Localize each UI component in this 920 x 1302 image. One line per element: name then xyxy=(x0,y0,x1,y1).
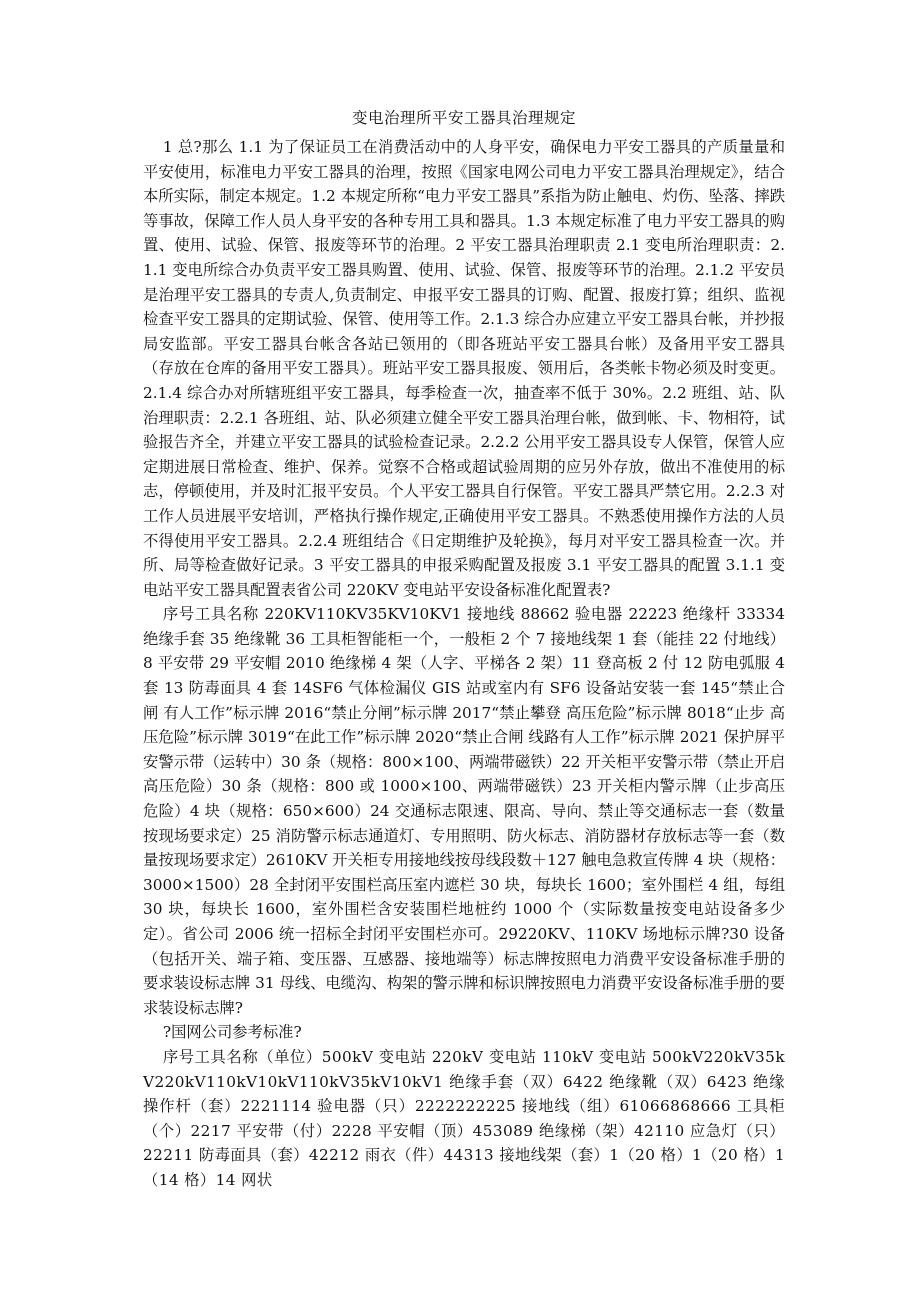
body-paragraph-provincial-config-table: 序号工具名称 220KV110KV35KV10KV1 接地线 88662 验电器 22223 绝缘杆 33334 绝缘手套 35 绝缘靴 36 工具柜智能柜一个，一般柜 2 个 7 接地线架 1 套（能挂 22 付地线）8 平安带 29 平安帽 2010 绝缘梯 4 架（人字、平梯各 2 架）11 登高板 2 付 12 防电弧服 4 套 13 防毒面具 4 套 14SF6 气体检漏仪 GIS 站或室内有 SF6 设备站安装一套 145“禁止合闸 有人工作”标示牌 2016“禁止分闸”标示牌 2017“禁止攀登 高压危险”标示牌 8018“止步 高压危险”标示牌 3019“在此工作”标示牌 2020“禁止合闸 线路有人工作”标示牌 2021 保护屏平安警示带（运转中）30 条（规格：800×100、两端带磁铁）22 开关柜平安警示带（禁止开启高压危险）30 条（规格：800 或 1000×100、两端带磁铁）23 开关柜内警示牌（止步高压危险）4 块（规格：650×600）24 交通标志限速、限高、导向、禁止等交通标志一套（数量按现场要求定）25 消防警示标志通道灯、专用照明、防火标志、消防器材存放标志等一套（数量按现场要求定）2610KV 开关柜专用接地线按母线段数＋127 触电急救宣传牌 4 块（规格：3000×1500）28 全封闭平安围栏高压室内遮栏 30 块，每块长 1600；室外围栏 4 组，每组 30 块，每块长 1600，室外围栏含安装围栏地桩约 1000 个（实际数量按变电站设备多少定）。省公司 2006 统一招标全封闭平安围栏亦可。29220KV、110KV 场地标示牌?30 设备（包括开关、端子箱、变压器、互感器、接地端等）标志牌按照电力消费平安设备标准手册的要求装设标志牌 31 母线、电缆沟、构架的警示牌和标识牌按照电力消费平安设备标准手册的要求装设标志牌? xyxy=(143,605,785,1017)
body-paragraph-state-grid-table: 序号工具名称（单位）500kV 变电站 220kV 变电站 110kV 变电站 500kV220kV35kV220kV110kV10kV110kV35kV10kV1 绝缘手套（双）6422 绝缘靴（双）6423 绝缘操作杆（套）2221114 验电器（只）2222222225 接地线（组）61066868666 工具柜（个）2217 平安带（付）2228 平安帽（顶）453089 绝缘梯（架）42110 应急灯（只）22211 防毒面具（套）42212 雨衣（件）44313 接地线架（套）1（20 格）1（20 格）1（14 格）14 网状 xyxy=(143,1047,785,1189)
document-page xyxy=(143,106,785,1193)
document-title: 变电治理所平安工器具治理规定 xyxy=(351,109,576,127)
body-paragraph-state-grid-heading: ?国网公司参考标准? xyxy=(162,1023,302,1042)
body-paragraph-general: 1 总?那么 1.1 为了保证员工在消费活动中的人身平安，确保电力平安工器具的产质量量和平安使用，标准电力平安工器具的治理，按照《国家电网公司电力平安工器具治理规定》，结合本所实际，制定本规定。1.2 本规定所称“电力平安工器具”系指为防止触电、灼伤、坠落、摔跌等事故，保障工作人员人身平安的各种专用工具和器具。1.3 本规定标准了电力平安工器具的购置、使用、试验、保管、报废等环节的治理。2 平安工器具治理职责 2.1 变电所治理职责：2.1.1 变电所综合办负责平安工器具购置、使用、试验、保管、报废等环节的治理。2.1.2 平安员是治理平安工器具的专责人,负责制定、申报平安工器具的订购、配置、报废打算；组织、监视检查平安工器具的定期试验、保管、使用等工作。2.1.3 综合办应建立平安工器具台帐，并抄报局安监部。平安工器具台帐含各站已领用的（即各班站平安工器具台帐）及备用平安工器具（存放在仓库的备用平安工器具）。班站平安工器具报废、领用后，各类帐卡物必须及时变更。2.1.4 综合办对所辖班组平安工器具，每季检查一次，抽查率不低于 30%。2.2 班组、站、队治理职责：2.2.1 各班组、站、队必须建立健全平安工器具治理台帐，做到帐、卡、物相符，试验报告齐全，并建立平安工器具的试验检查记录。2.2.2 公用平安工器具设专人保管，保管人应定期进展日常检查、维护、保养。觉察不合格或超试验周期的应另外存放，做出不准使用的标志，停顿使用，并及时汇报平安员。个人平安工器具自行保管。平安工器具严禁它用。2.2.3 对工作人员进展平安培训，严格执行操作规定,正确使用平安工器具。不熟悉使用操作方法的人员不得使用平安工器具。2.2.4 班组结合《日定期维护及轮换》，每月对平安工器具检查一次。并所、局等检查做好记录。3 平安工器具的申报采购配置及报废 3.1 平安工器具的配置 3.1.1 变电站平安工器具配置表省公司 220KV 变电站平安设备标准化配置表? xyxy=(143,138,785,599)
